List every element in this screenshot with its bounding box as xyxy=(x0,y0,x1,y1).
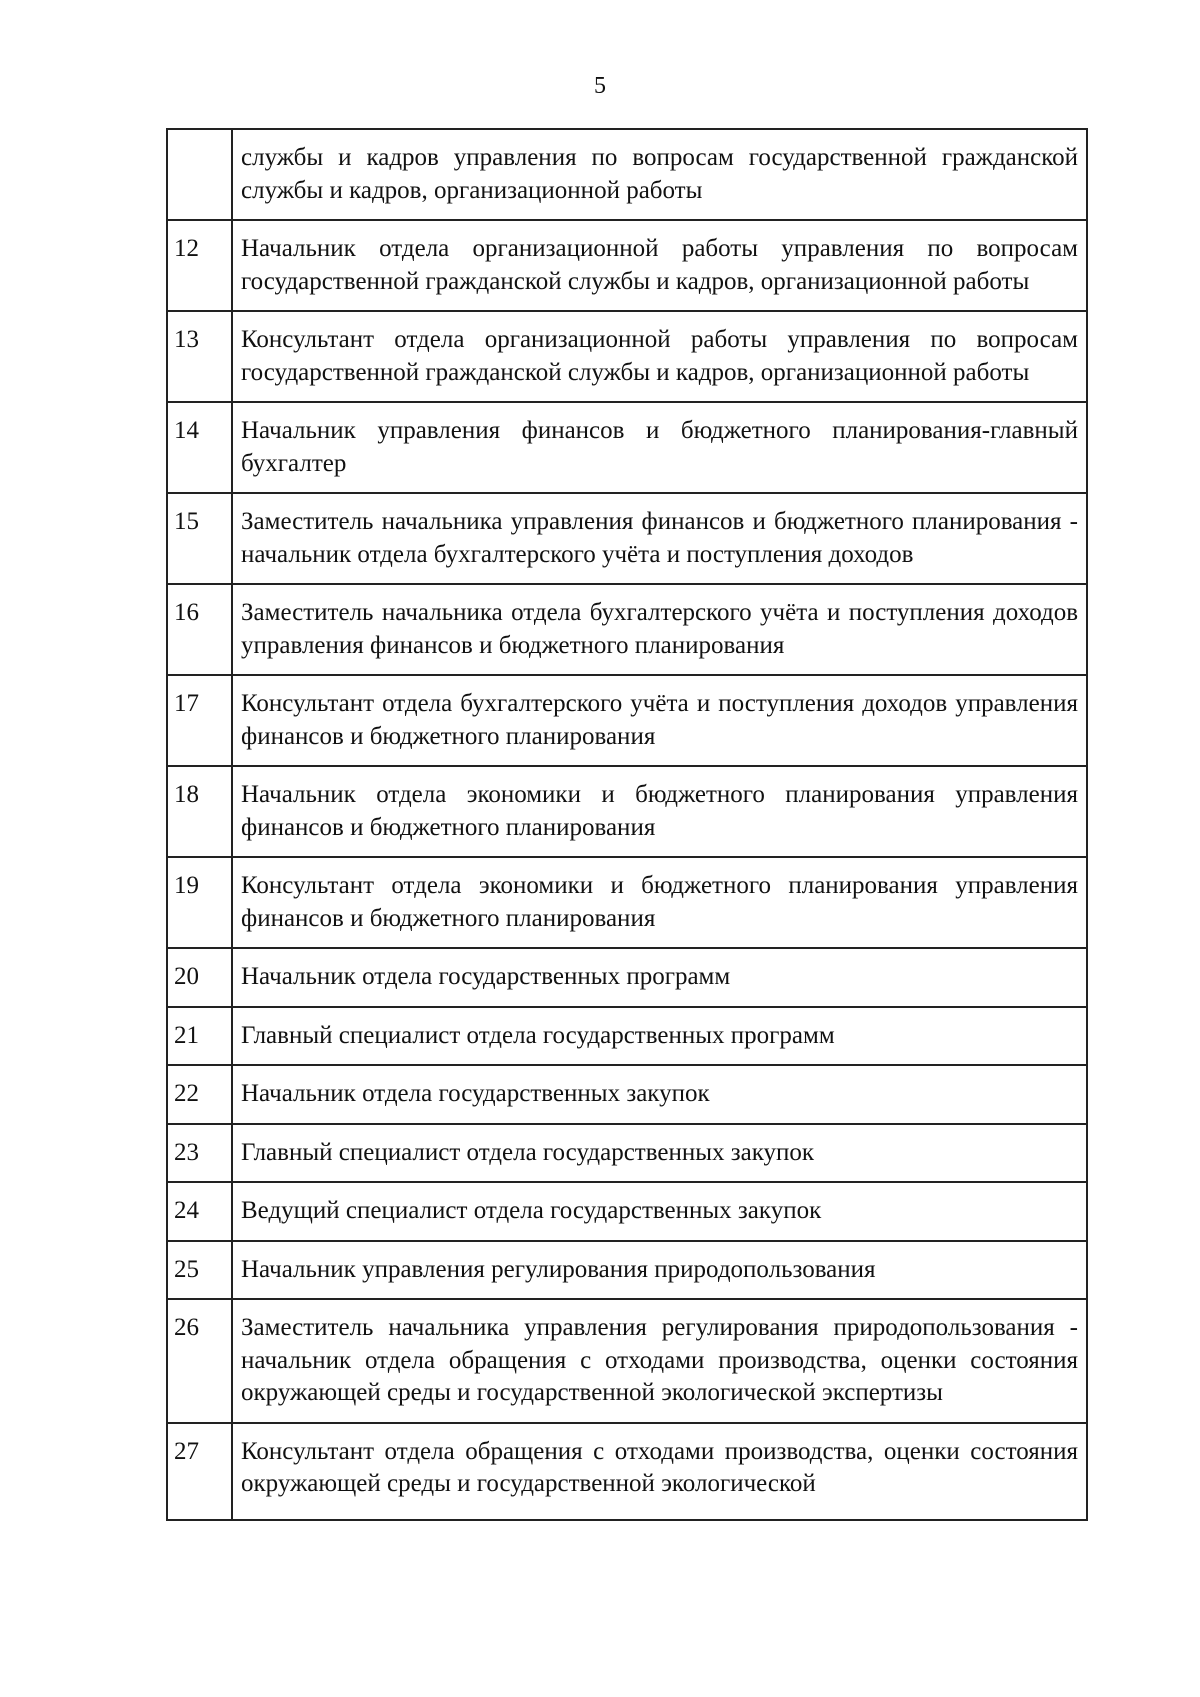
position-title: Главный специалист отдела государственных закупок xyxy=(232,1124,1087,1183)
row-number: 22 xyxy=(167,1065,232,1124)
table-row xyxy=(167,1007,1087,1066)
row-number: 16 xyxy=(167,584,232,675)
row-number: 13 xyxy=(167,311,232,402)
table-row xyxy=(167,675,1087,766)
table-row xyxy=(167,1241,1087,1300)
table-row xyxy=(167,948,1087,1007)
position-title: Заместитель начальника управления регулирования природопользования - начальник отдела обращения с отходами производства, оценки состояния окружающей среды и государственной экологической экспертизы xyxy=(232,1299,1087,1423)
page-number: 5 xyxy=(594,73,606,99)
position-title: Консультант отдела организационной работы управления по вопросам государственной гражданской службы и кадров, организационной работы xyxy=(232,311,1087,402)
position-title: Консультант отдела бухгалтерского учёта и поступления доходов управления финансов и бюджетного планирования xyxy=(232,675,1087,766)
row-number: 26 xyxy=(167,1299,232,1423)
table-row xyxy=(167,1124,1087,1183)
position-title: Ведущий специалист отдела государственных закупок xyxy=(232,1182,1087,1241)
row-number: 17 xyxy=(167,675,232,766)
row-number: 14 xyxy=(167,402,232,493)
positions-table xyxy=(166,128,1088,1521)
row-number: 20 xyxy=(167,948,232,1007)
row-number: 15 xyxy=(167,493,232,584)
table-row xyxy=(167,584,1087,675)
row-number: 25 xyxy=(167,1241,232,1300)
row-number: 27 xyxy=(167,1423,232,1520)
row-number: 24 xyxy=(167,1182,232,1241)
position-title: Главный специалист отдела государственных программ xyxy=(232,1007,1087,1066)
position-title: Заместитель начальника управления финансов и бюджетного планирования - начальник отдела бухгалтерского учёта и поступления доходов xyxy=(232,493,1087,584)
row-number: 21 xyxy=(167,1007,232,1066)
position-title: Консультант отдела обращения с отходами производства, оценки состояния окружающей среды и государственной экологической xyxy=(232,1423,1087,1520)
table-row xyxy=(167,857,1087,948)
row-number: 19 xyxy=(167,857,232,948)
position-title: Начальник отдела экономики и бюджетного планирования управления финансов и бюджетного планирования xyxy=(232,766,1087,857)
table-row xyxy=(167,1423,1087,1520)
position-title: Консультант отдела экономики и бюджетного планирования управления финансов и бюджетного планирования xyxy=(232,857,1087,948)
row-number xyxy=(167,129,232,220)
position-title: Начальник управления финансов и бюджетного планирования-главный бухгалтер xyxy=(232,402,1087,493)
position-title: Начальник отдела организационной работы управления по вопросам государственной гражданской службы и кадров, организационной работы xyxy=(232,220,1087,311)
row-number: 12 xyxy=(167,220,232,311)
position-title: Начальник управления регулирования природопользования xyxy=(232,1241,1087,1300)
table-row xyxy=(167,1182,1087,1241)
table-row xyxy=(167,129,1087,220)
position-title: Начальник отдела государственных закупок xyxy=(232,1065,1087,1124)
row-number: 18 xyxy=(167,766,232,857)
table-row xyxy=(167,766,1087,857)
table-row xyxy=(167,493,1087,584)
table-row xyxy=(167,311,1087,402)
table-row xyxy=(167,1299,1087,1423)
position-title: Заместитель начальника отдела бухгалтерского учёта и поступления доходов управления финансов и бюджетного планирования xyxy=(232,584,1087,675)
table-row xyxy=(167,402,1087,493)
position-title: Начальник отдела государственных программ xyxy=(232,948,1087,1007)
table-row xyxy=(167,220,1087,311)
table-row xyxy=(167,1065,1087,1124)
row-number: 23 xyxy=(167,1124,232,1183)
position-title: службы и кадров управления по вопросам государственной гражданской службы и кадров, организационной работы xyxy=(232,129,1087,220)
